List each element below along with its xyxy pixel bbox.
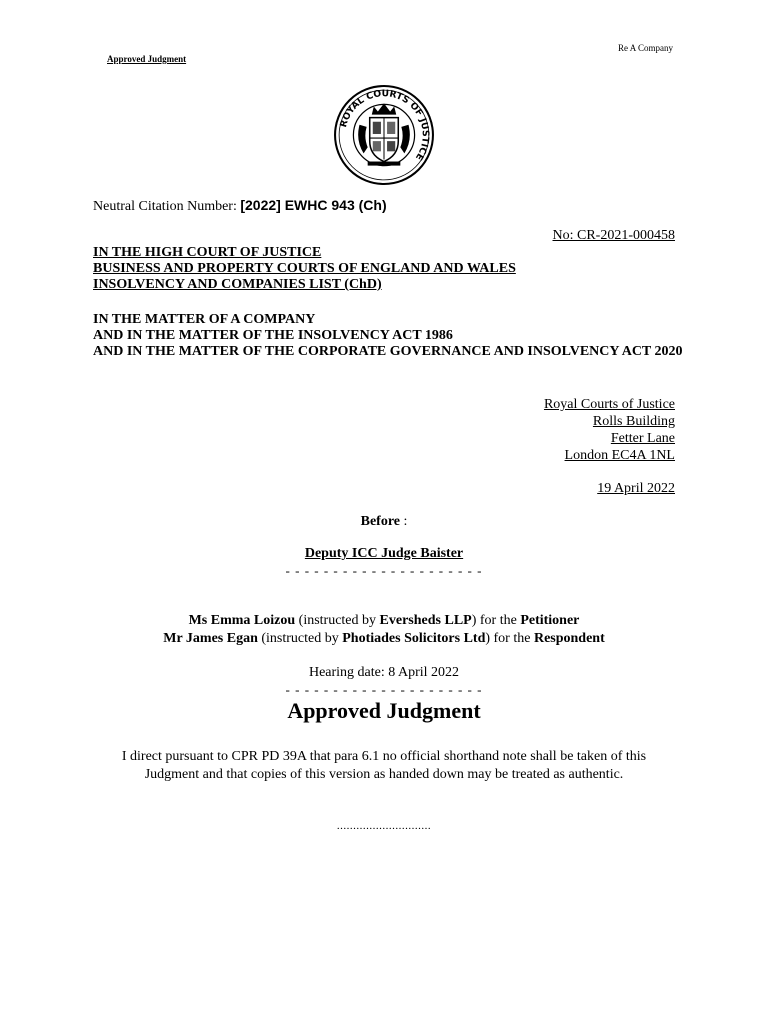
before-label <box>0 514 768 530</box>
counsel-firm: Eversheds LLP <box>379 613 472 628</box>
matter-line: AND IN THE MATTER OF THE INSOLVENCY ACT 1986 <box>93 328 453 343</box>
court-line: IN THE HIGH COURT OF JUSTICE <box>93 245 322 260</box>
address-line: London EC4A 1NL <box>564 448 675 463</box>
before-word: Before <box>360 514 400 529</box>
matter-line: AND IN THE MATTER OF THE CORPORATE GOVERNANCE AND INSOLVENCY ACT 2020 <box>93 344 683 359</box>
running-header-doc-type: Approved Judgment <box>107 54 187 64</box>
counsel-text: (instructed by <box>257 631 343 646</box>
separator: - - - - - - - - - - - - - - - - - - - - - <box>285 563 483 578</box>
citation-label: Neutral Citation Number: <box>93 199 237 214</box>
document-title: Approved Judgment <box>287 698 481 723</box>
court-line: BUSINESS AND PROPERTY COURTS OF ENGLAND AND WALES <box>93 261 516 276</box>
counsel-line-respondent <box>0 630 768 648</box>
counsel-name: Mr James Egan <box>163 631 258 646</box>
counsel-text: ) for the <box>471 613 521 628</box>
judge-name: Deputy ICC Judge Baister <box>304 546 464 561</box>
counsel-text: ) for the <box>485 631 534 646</box>
hearing-date: Hearing date: 8 April 2022 <box>308 665 460 680</box>
separator: - - - - - - - - - - - - - - - - - - - - - <box>285 682 483 697</box>
signature-line: ............................. <box>336 820 432 832</box>
matters-heading <box>93 312 683 360</box>
counsel-line-petitioner <box>0 612 768 630</box>
neutral-citation <box>93 197 387 215</box>
handing-down-direction: I direct pursuant to CPR PD 39A that para 6.1 no official shorthand note shall be taken of this Judgment and that copies of this version as handed down may be treated as authentic. <box>121 749 647 782</box>
address-line: Fetter Lane <box>610 431 675 446</box>
court-heading <box>93 245 516 293</box>
counsel-name: Ms Emma Loizou <box>188 613 296 628</box>
before-colon: : <box>400 514 408 529</box>
address-line: Royal Courts of Justice <box>543 397 675 412</box>
court-address <box>544 396 675 464</box>
judgment-date: 19 April 2022 <box>597 481 675 496</box>
counsel-role: Respondent <box>533 631 605 646</box>
court-crest-icon <box>333 84 435 186</box>
address-line: Rolls Building <box>592 414 675 429</box>
counsel-text: (instructed by <box>295 613 380 628</box>
counsel-firm: Photiades Solicitors Ltd <box>342 631 486 646</box>
counsel-block <box>0 612 768 648</box>
citation-number: [2022] EWHC 943 (Ch) <box>240 197 387 213</box>
matter-line: IN THE MATTER OF A COMPANY <box>93 312 316 327</box>
case-number: No: CR-2021-000458 <box>552 228 675 243</box>
court-line: INSOLVENCY AND COMPANIES LIST (ChD) <box>93 277 382 292</box>
running-header-case-name: Re A Company <box>617 43 673 53</box>
counsel-role: Petitioner <box>520 613 580 628</box>
svg-text:ROYAL COURTS OF JUSTICE: ROYAL COURTS OF JUSTICE <box>338 88 431 163</box>
